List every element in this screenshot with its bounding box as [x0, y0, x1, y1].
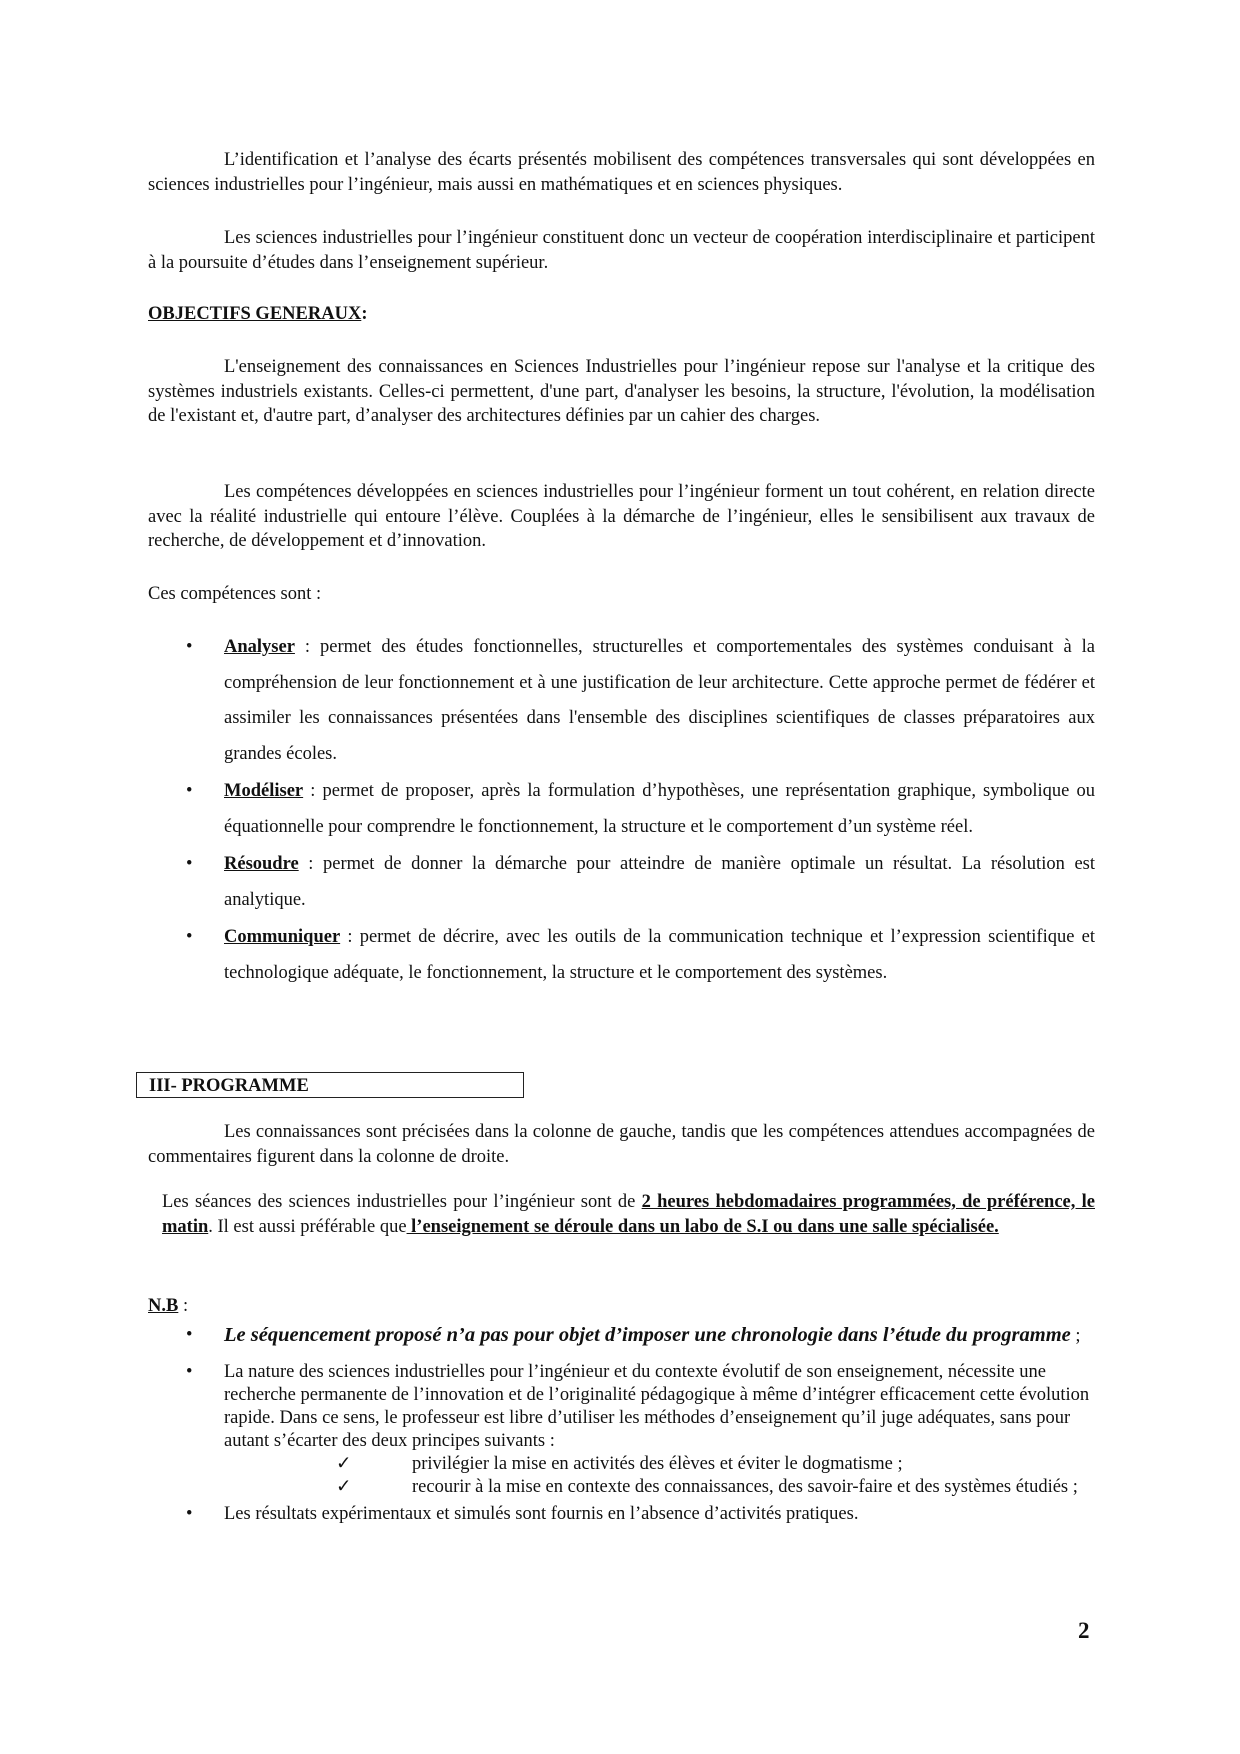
intro-paragraph-2: Les sciences industrielles pour l’ingénieur constituent donc un vecteur de coopération interdisciplinaire et participent à la poursuite d’études dans l’enseignement supérieur.	[148, 228, 1095, 273]
objectifs-paragraph-2: Les compétences développées en sciences industrielles pour l’ingénieur forment un tout cohérent, en relation directe avec la réalité industrielle qui entoure l’élève. Couplées à la démarche de l’ingénieur, elles le sensibilisent aux travaux de recherche, de développement et d’innovation.	[148, 482, 1095, 551]
competence-term: Modéliser	[224, 781, 304, 801]
bullet-icon: •	[186, 1325, 193, 1345]
list-item	[148, 920, 1095, 991]
check-icon: ✓	[336, 1477, 352, 1497]
nb-sub-item: privilégier la mise en activités des élèves et éviter le dogmatisme ;	[412, 1454, 903, 1474]
nb-item-2-text: La nature des sciences industrielles pour l’ingénieur et du contexte évolutif de son enseignement, nécessite une recherche permanente de l’innovation et de l’originalité pédagogique à même d’intégrer efficacement cette évolution rapide. Dans ce sens, le professeur est libre d’utiliser les méthodes d’enseignement qu’il juge adéquates, sans pour autant s’écarter des deux principes suivants :	[224, 1362, 1090, 1451]
nb-sub-list	[148, 1453, 1095, 1499]
competence-text: : permet de proposer, après la formulation d’hypothèses, une représentation graphique, symbolique ou équationnelle pour comprendre le fonctionnement, la structure et le comportement d’un système réel.	[224, 781, 1095, 837]
programme-paragraph: Les connaissances sont précisées dans la colonne de gauche, tandis que les compétences attendues accompagnées de commentaires figurent dans la colonne de droite.	[148, 1122, 1095, 1167]
competence-term: Communiquer	[224, 927, 341, 947]
seances-paragraph	[162, 1190, 1095, 1239]
competence-term: Résoudre	[224, 854, 299, 874]
nb-label-colon: :	[178, 1296, 189, 1316]
list-item	[148, 1503, 1095, 1526]
objectifs-heading-colon: :	[361, 304, 368, 324]
nb-item-3-text: Les résultats expérimentaux et simulés sont fournis en l’absence d’activités pratiques.	[224, 1504, 859, 1524]
nb-list	[148, 1316, 1095, 1526]
page-number: 2	[1078, 1618, 1090, 1643]
competence-text: : permet des études fonctionnelles, structurelles et comportementales des systèmes conduisant à la compréhension de leur fonctionnement et à une justification de leur architecture. Cette approche permet de fédérer et assimiler les connaissances présentées dans l'ensemble des disciplines scientifiques de classes préparatoires aux grandes écoles.	[224, 637, 1095, 764]
nb-label	[148, 1294, 1095, 1319]
list-item	[148, 847, 1095, 918]
seances-emphasis-2: l’enseignement se déroule dans un labo de S.I ou dans une salle spécialisée.	[406, 1216, 999, 1237]
competence-term: Analyser	[224, 637, 295, 657]
list-item	[336, 1453, 1095, 1476]
list-item	[336, 1476, 1102, 1499]
bullet-icon: •	[186, 637, 193, 657]
bullet-icon: •	[186, 927, 193, 947]
list-item	[148, 774, 1095, 845]
objectifs-heading	[148, 304, 367, 325]
seances-text-c: . Il est aussi préférable que	[208, 1216, 407, 1237]
nb-sub-item: recourir à la mise en contexte des connaissances, des savoir-faire et des systèmes étudiés ;	[412, 1477, 1078, 1497]
list-item	[148, 1316, 1095, 1355]
seances-text-a: Les séances des sciences industrielles pour l’ingénieur sont de	[162, 1192, 642, 1212]
objectifs-heading-text: OBJECTIFS GENERAUX	[148, 304, 362, 324]
objectifs-paragraph-1: L'enseignement des connaissances en Sciences Industrielles pour l’ingénieur repose sur l'analyse et la critique des systèmes industriels existants. Celles-ci permettent, d'une part, d'analyser les besoins, la structure, l'évolution, la modélisation de l'existant et, d'autre part, d’analyser des architectures définies par un cahier des charges.	[148, 357, 1095, 426]
nb-label-text: N.B	[148, 1296, 179, 1316]
competence-text: : permet de décrire, avec les outils de la communication technique et l’expression scientifique et technologique adéquate, le fonctionnement, la structure et le comportement des systèmes.	[224, 927, 1095, 983]
bullet-icon: •	[186, 781, 193, 801]
nb-item-1-italic: Le séquencement proposé n’a pas pour objet d’imposer une chronologie dans l’étude du programme	[224, 1324, 1071, 1346]
programme-heading-box: III- PROGRAMME	[136, 1072, 524, 1098]
check-icon: ✓	[336, 1454, 352, 1474]
intro-paragraph-1: L’identification et l’analyse des écarts présentés mobilisent des compétences transversales qui sont développées en sciences industrielles pour l’ingénieur, mais aussi en mathématiques et en sciences physiques.	[148, 150, 1095, 195]
list-item	[148, 630, 1095, 772]
competences-list	[148, 630, 1095, 991]
list-item	[148, 1361, 1095, 1499]
bullet-icon: •	[186, 854, 193, 874]
bullet-icon: •	[186, 1362, 193, 1382]
seances-emphasis-1: 2 heures hebdomadaires programmées, de préférence, le matin	[162, 1192, 1095, 1237]
bullet-icon: •	[186, 1504, 193, 1524]
competence-text: : permet de donner la démarche pour atteindre de manière optimale un résultat. La résolution est analytique.	[224, 854, 1095, 910]
competences-intro: Ces compétences sont :	[148, 584, 322, 604]
nb-item-1-tail: ;	[1070, 1326, 1081, 1346]
